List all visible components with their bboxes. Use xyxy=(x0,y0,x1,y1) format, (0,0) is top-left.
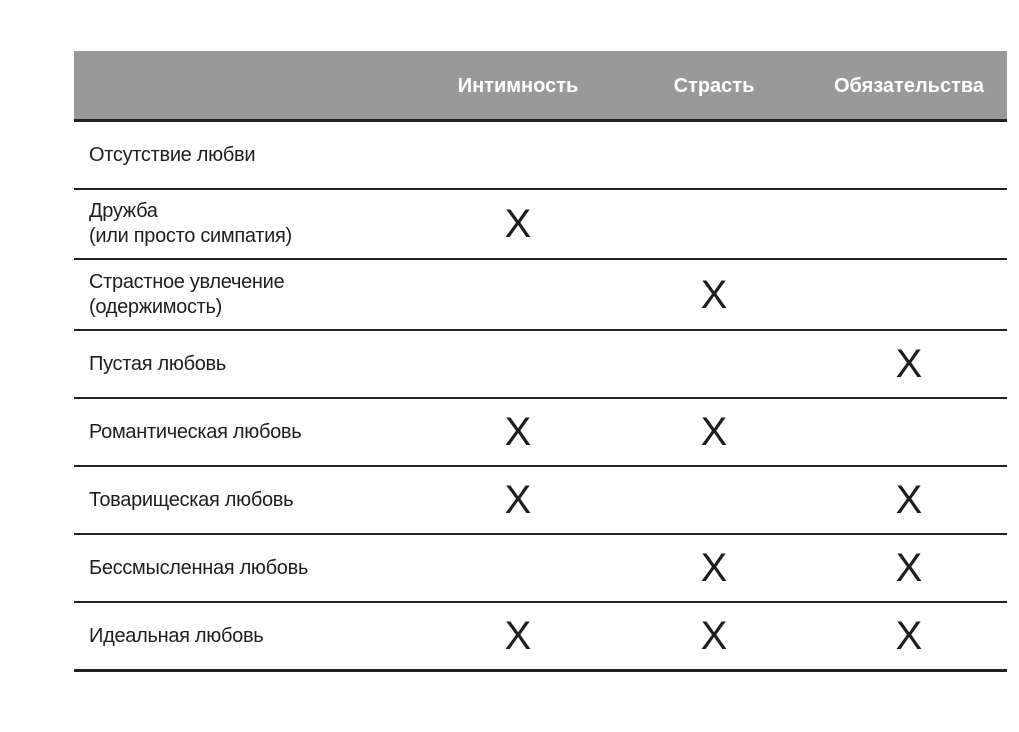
love-types-table xyxy=(74,51,1007,672)
table-row xyxy=(74,535,1007,603)
mark-x: X xyxy=(895,614,923,658)
table-row xyxy=(74,603,1007,672)
mark-x: X xyxy=(700,272,728,317)
table-row xyxy=(74,260,1007,331)
row-label-line: Товарищеская любовь xyxy=(89,488,294,511)
row-label xyxy=(89,190,292,258)
row-label-line: Отсутствие любви xyxy=(89,143,256,166)
mark-x: X xyxy=(504,202,532,246)
row-label xyxy=(89,535,308,601)
table-row xyxy=(74,331,1007,399)
mark-x: X xyxy=(504,410,532,454)
mark-x: X xyxy=(504,614,532,658)
table-row xyxy=(74,399,1007,467)
row-label-line: (одержимость) xyxy=(89,295,223,318)
row-label-line: Пустая любовь xyxy=(89,352,226,375)
column-header-intimacy: Интимность xyxy=(457,75,579,97)
row-label xyxy=(89,399,301,465)
table-row xyxy=(74,190,1007,260)
row-label xyxy=(89,467,293,533)
mark-x: X xyxy=(700,614,728,658)
column-header-passion: Страсть xyxy=(673,75,755,97)
mark-x: X xyxy=(700,410,728,454)
mark-x: X xyxy=(700,546,728,590)
mark-x: X xyxy=(895,342,923,386)
row-label-line: Романтическая любовь xyxy=(89,420,302,443)
row-label xyxy=(89,260,284,329)
row-label-line: Страстное увлечение xyxy=(89,270,285,293)
mark-x: X xyxy=(895,478,923,522)
table-row xyxy=(74,122,1007,190)
table-row xyxy=(74,467,1007,535)
row-label-line: Бессмысленная любовь xyxy=(89,556,309,579)
row-label-line: (или просто симпатия) xyxy=(89,225,292,247)
row-label xyxy=(89,603,263,669)
table-header xyxy=(74,51,1007,122)
mark-x: X xyxy=(895,546,923,590)
row-label-line: Дружба xyxy=(89,200,158,222)
row-label xyxy=(89,331,226,397)
column-header-commitment: Обязательства xyxy=(833,75,985,97)
mark-x: X xyxy=(504,478,532,522)
row-label xyxy=(89,122,255,188)
row-label-line: Идеальная любовь xyxy=(89,624,264,647)
